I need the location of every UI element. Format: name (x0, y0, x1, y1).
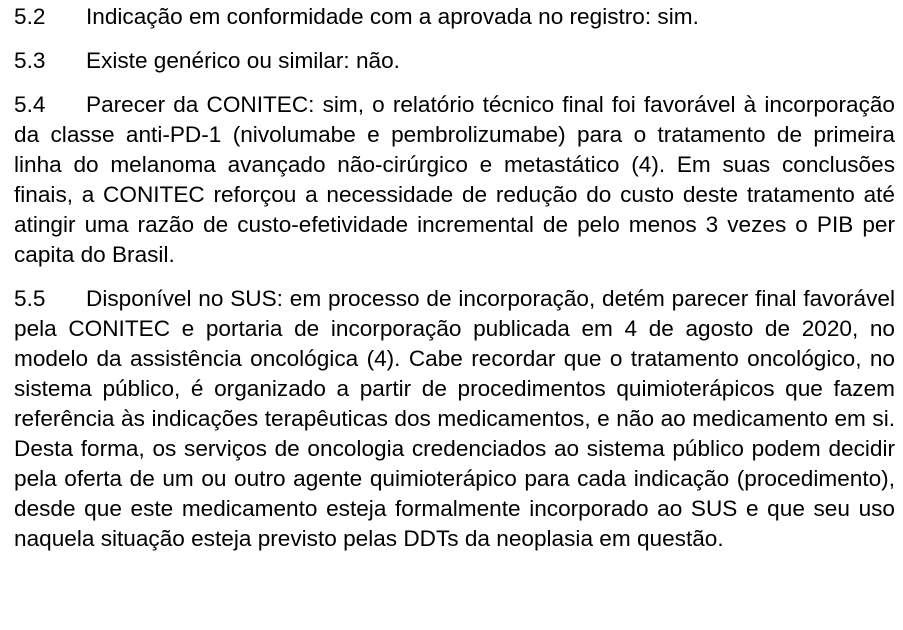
section-5-4 (14, 90, 895, 270)
section-text: Parecer da CONITEC: sim, o relatório técnico final foi favorável à incorporação da classe anti-PD-1 (nivolumabe e pembrolizumabe) para o tratamento de primeira linha do melanoma avançado não-cirúrgico e metastático (4). Em suas conclusões finais, a CONITEC reforçou a necessidade de redução do custo deste tratamento até atingir uma razão de custo-efetividade incremental de pelo menos 3 vezes o PIB per capita do Brasil. (14, 92, 895, 267)
section-number: 5.5 (14, 286, 46, 311)
document-page (14, 2, 895, 568)
section-5-5 (14, 284, 895, 554)
section-number: 5.3 (14, 48, 46, 73)
section-number: 5.2 (14, 4, 46, 29)
section-number: 5.4 (14, 92, 46, 117)
section-text: Existe genérico ou similar: não. (86, 48, 400, 73)
section-text: Disponível no SUS: em processo de incorporação, detém parecer final favorável pela CONITEC e portaria de incorporação publicada em 4 de agosto de 2020, no modelo da assistência oncológica (4). Cabe recordar que o tratamento oncológico, no sistema público, é organizado a partir de procedimentos quimioterápicos que fazem referência às indicações terapêuticas dos medicamentos, e não ao medicamento em si. Desta forma, os serviços de oncologia credenciados ao sistema público podem decidir pela oferta de um ou outro agente quimioterápico para cada indicação (procedimento), desde que este medicamento esteja formalmente incorporado ao SUS e que seu uso naquela situação esteja previsto pelas DDTs da neoplasia em questão. (14, 286, 895, 551)
section-5-2 (14, 2, 895, 32)
section-5-3 (14, 46, 895, 76)
section-text: Indicação em conformidade com a aprovada no registro: sim. (86, 4, 699, 29)
